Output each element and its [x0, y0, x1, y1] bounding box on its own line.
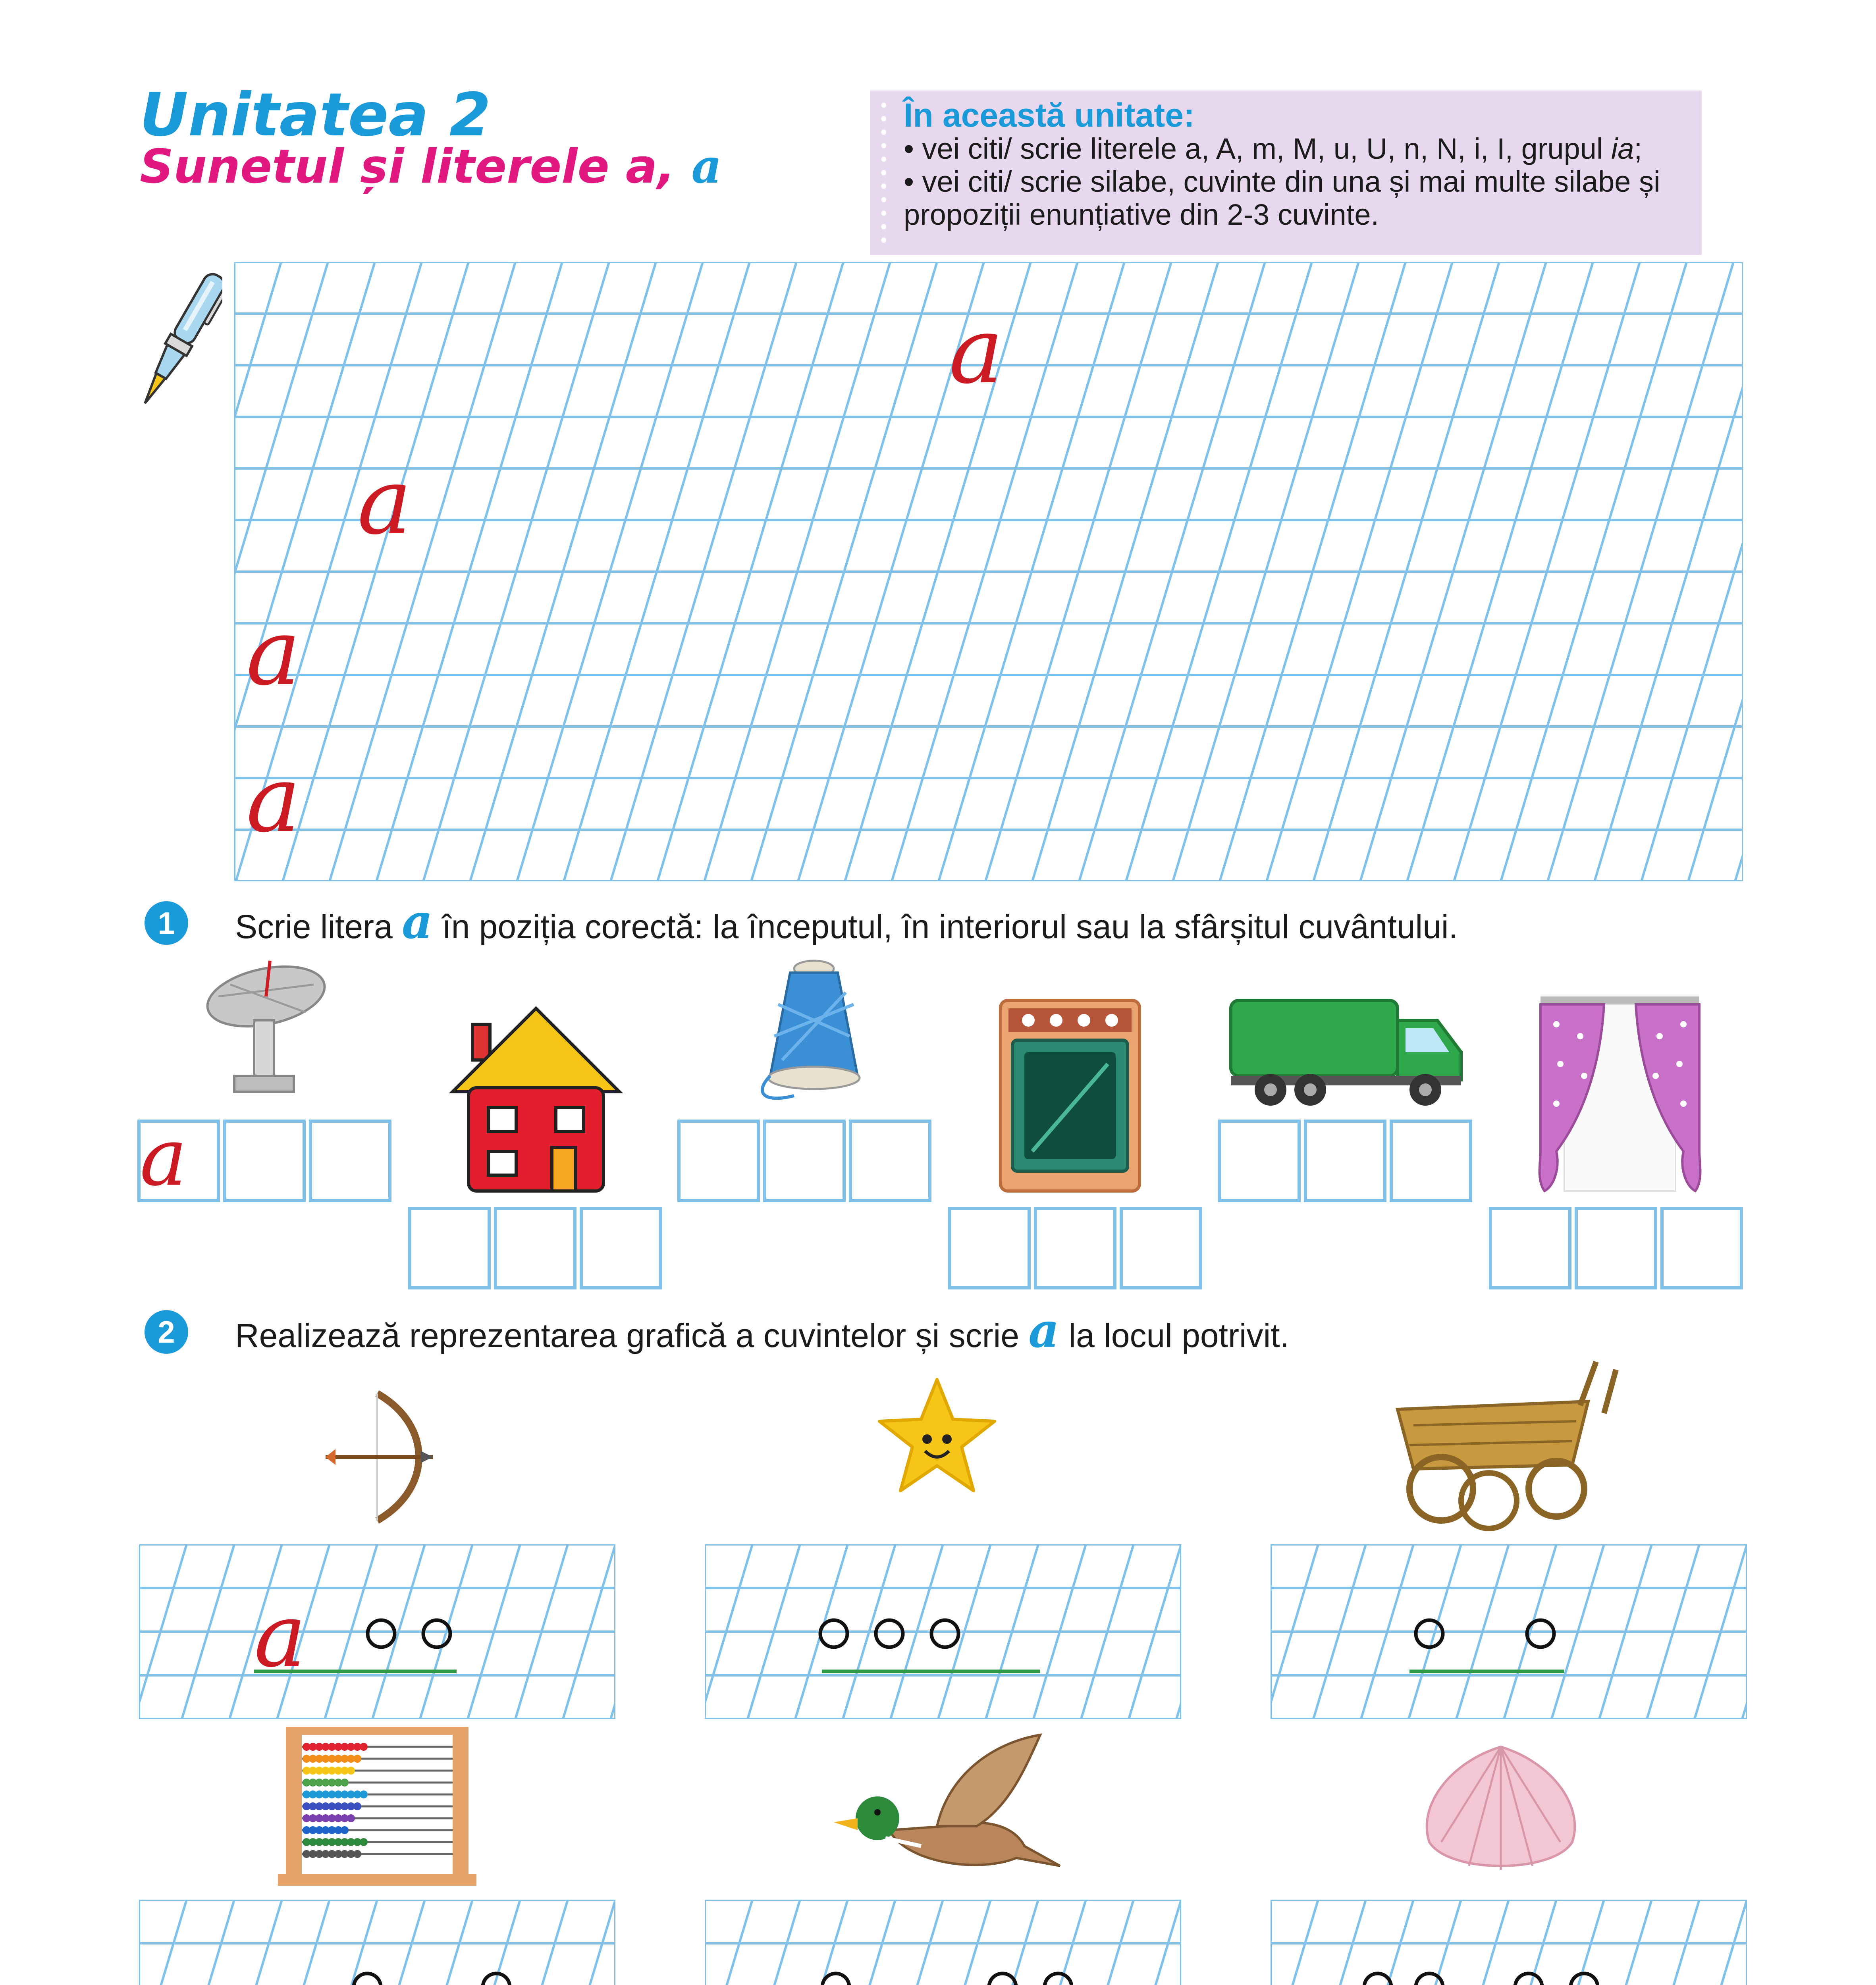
exercise-1-number: 1	[145, 901, 188, 945]
ex1-word3-box-1[interactable]	[677, 1120, 760, 1202]
ex1-word1-box-2[interactable]	[223, 1120, 306, 1202]
info-box-line-3: propoziții enunțiative din 2-3 cuvinte.	[904, 198, 1379, 231]
ex1-word4-box-2[interactable]	[1034, 1207, 1116, 1289]
subtitle-text: Sunetul și literele a,	[140, 139, 675, 194]
ex2-text-after: la locul potrivit.	[1068, 1317, 1289, 1354]
yarn-spool-icon	[746, 957, 877, 1108]
info-line-1-prefix: • vei citi/ scrie literele a, A, m, M, u, U, n, N, i, I, grupul	[904, 132, 1611, 166]
ex1-word3-box-3[interactable]	[849, 1120, 931, 1202]
unit-info-box	[870, 91, 1702, 255]
info-box-line-2: • vei citi/ scrie silabe, cuvinte din una și mai multe silabe și	[904, 165, 1660, 198]
practice-letter-2: a	[357, 449, 412, 555]
info-box-heading: În această unitate:	[904, 96, 1195, 134]
ex1-word4-box-3[interactable]	[1120, 1207, 1202, 1289]
ex1-word2-box-1[interactable]	[408, 1207, 491, 1289]
oven-icon	[997, 996, 1143, 1195]
info-line-1-suffix: ;	[1634, 132, 1643, 166]
satellite-dish-icon	[202, 957, 334, 1108]
ex1-word6-box-3[interactable]	[1660, 1207, 1743, 1289]
ex2-word1-scheme	[250, 1612, 472, 1683]
ex2-word3-scheme	[1402, 1612, 1592, 1683]
ex2-cursive-letter: a	[1028, 1303, 1060, 1359]
ex1-word2-box-3[interactable]	[580, 1207, 662, 1289]
subtitle-cursive-letter: a	[691, 139, 722, 194]
exercise-2-number: 2	[145, 1310, 188, 1354]
info-box-line-1	[904, 133, 1690, 166]
unit-title: Unitatea 2	[140, 81, 491, 150]
ex1-word5-box-2[interactable]	[1304, 1120, 1386, 1202]
ex2-word6-scheme	[1350, 1965, 1668, 1985]
ex1-text-before: Scrie litera	[235, 908, 393, 945]
meringue-icon	[1417, 1739, 1584, 1882]
ex1-word5-box-3[interactable]	[1390, 1120, 1472, 1202]
practice-letter-3: a	[246, 600, 301, 706]
ex1-word6-box-1[interactable]	[1489, 1207, 1571, 1289]
ex2-word2-scheme	[814, 1612, 1060, 1683]
ex2-first-cell-letter: a	[254, 1585, 307, 1686]
ex1-word6-box-2[interactable]	[1575, 1207, 1657, 1289]
ex1-word1-box-3[interactable]	[309, 1120, 391, 1202]
curtains-icon	[1533, 992, 1707, 1199]
ex1-word4-box-1[interactable]	[948, 1207, 1031, 1289]
practice-letter-4: a	[246, 747, 301, 853]
wooden-cart-icon	[1390, 1354, 1620, 1536]
house-icon	[449, 992, 623, 1195]
exercise-2-instruction	[235, 1303, 1289, 1359]
ex2-word5-scheme	[802, 1965, 1088, 1985]
garbage-truck-icon	[1227, 989, 1465, 1108]
ex2-word4-scheme	[222, 1965, 524, 1985]
duck-icon	[826, 1727, 1064, 1894]
exercise-1-instruction	[235, 894, 1458, 950]
ex1-text-after: în poziția corectă: la începutul, în interiorul sau la sfârșitul cuvântului.	[442, 908, 1458, 945]
ex1-cursive-letter: a	[402, 894, 433, 950]
star-icon	[873, 1374, 1001, 1501]
info-box-dots	[879, 98, 889, 249]
practice-letter-1: a	[949, 298, 1004, 404]
bow-arrow-icon	[314, 1386, 441, 1528]
ex1-word3-box-2[interactable]	[763, 1120, 846, 1202]
ex1-word2-box-2[interactable]	[494, 1207, 576, 1289]
lesson-subtitle	[140, 139, 722, 194]
ex1-word5-box-1[interactable]	[1218, 1120, 1301, 1202]
info-line-1-italic: ia	[1611, 132, 1634, 166]
ex2-text-before: Realizează reprezentarea grafică a cuvintelor și scrie	[235, 1317, 1019, 1354]
ex1-first-box-letter: a	[140, 1111, 187, 1204]
fountain-pen-icon	[139, 262, 222, 421]
abacus-icon	[278, 1723, 476, 1890]
